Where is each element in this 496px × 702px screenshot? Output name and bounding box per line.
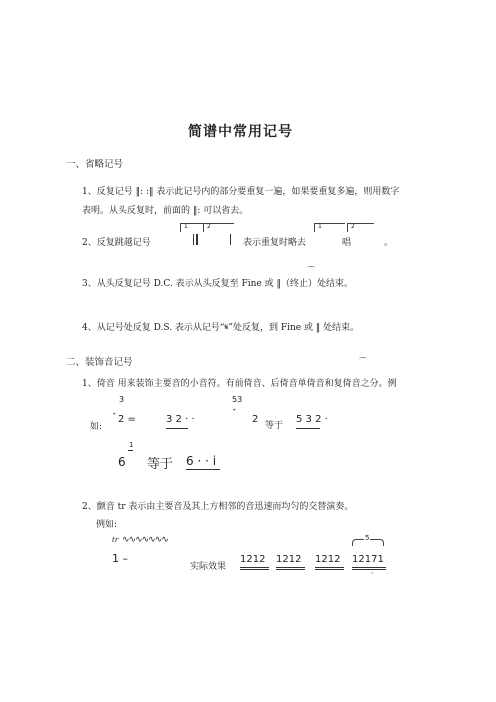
grace-note-small-1: 3 <box>119 395 125 404</box>
repeat-sign-line-1: 1、反复记号 ‖: :‖ 表示此记号内的部分要重复一遍，如果要重复多遍，则用数字 <box>82 187 400 197</box>
tuplet-number: 5 <box>365 534 370 542</box>
volta-end-barline <box>230 234 231 245</box>
low-octave-dot: · <box>371 569 374 578</box>
grace-main-note-2: 2 <box>252 414 259 425</box>
grace-main-note-3: 6 <box>118 455 126 469</box>
grace-result-2-underline <box>296 428 320 429</box>
trill-group-2: 1212 <box>276 554 302 565</box>
grace-note-small-2: 53 <box>232 395 243 404</box>
volta-bracket-2 <box>203 223 234 232</box>
grace-result-1: 3 2 · · <box>166 414 195 425</box>
trill-group-1: 1212 <box>240 554 266 565</box>
grace-result-2: 5 3 2 · <box>296 414 328 425</box>
trill-group-3-beam-b <box>315 569 344 570</box>
grace-equals-2: 等于 <box>265 421 284 431</box>
volta-number-2: 2 <box>207 223 211 230</box>
slur-mark-icon: ⌒ <box>359 357 367 366</box>
trill-group-3-beam-a <box>315 567 344 568</box>
volta-word: 唱 <box>342 238 352 248</box>
volta-bracket-3 <box>314 223 345 232</box>
volta-label: 2、反复跳越记号 <box>82 238 151 248</box>
trill-group-3: 1212 <box>315 554 341 565</box>
trill-note: 1 – <box>112 552 128 565</box>
trill-line: 2、颤音 tr 表示由主要音及其上方相邻的音迅速而均匀的交替演奏。 <box>82 502 354 512</box>
volta-end-mark: 。 <box>384 238 394 248</box>
grace-equals-3: 等于 <box>147 457 174 472</box>
trill-group-4-beam-a <box>352 567 386 568</box>
fermata-icon: ⌒ <box>307 266 315 275</box>
grace-note-line: 1、倚音 用来装饰主要音的小音符。有前倚音、后倚音单倚音和复倚音之分。例 <box>82 379 397 389</box>
trill-group-1-beam-a <box>240 567 269 568</box>
volta-repeat-barline-thick <box>196 234 198 245</box>
volta-number-1: 1 <box>184 223 188 230</box>
grace-slur-icon-2: ˇ <box>232 409 237 419</box>
trill-effect-label: 实际效果 <box>190 562 227 572</box>
page-title: 简谱中常用记号 <box>188 124 293 140</box>
trill-wavy-line-icon: ∿∿∿∿∿∿∿ <box>122 535 168 545</box>
grace-result-1-underline <box>166 428 188 429</box>
grace-main-note-1: 2 = <box>118 414 136 425</box>
volta-repeat-barline <box>193 234 194 245</box>
ds-sign-line: 4、从记号处反复 D.S. 表示从记号“𝄋”处反复，到 Fine 或 ‖ 处结束。 <box>82 323 360 333</box>
grace-note-small-3: 1 <box>129 441 134 449</box>
volta-bracket-1 <box>180 223 203 232</box>
example-prefix: 如: <box>90 422 103 432</box>
grace-result-3: 6 · · i <box>186 454 217 468</box>
grace-result-3-underline <box>186 469 220 470</box>
trill-example-label: 例如: <box>96 520 118 530</box>
trill-group-4: 12171 <box>352 554 384 565</box>
trill-group-2-beam-b <box>276 569 305 570</box>
grace-note-3-underline <box>128 450 133 451</box>
volta-description: 表示重复时略去 <box>243 238 307 248</box>
dc-sign-line: 3、从头反复记号 D.C. 表示从头反复至 Fine 或 ‖（终止）处结束。 <box>82 279 353 289</box>
repeat-sign-line-2: 表明。从头反复时，前面的 ‖: 可以省去。 <box>82 206 249 216</box>
trill-group-4-beam-b <box>352 569 386 570</box>
volta-bracket-4 <box>347 223 374 232</box>
section-heading-omission: 一、省略记号 <box>66 159 124 170</box>
volta-number-4: 2 <box>351 223 355 230</box>
section-heading-ornaments: 二、装饰音记号 <box>66 357 133 368</box>
volta-number-3: 1 <box>318 223 322 230</box>
grace-slur-icon: ˇ <box>112 413 117 423</box>
trill-group-2-beam-a <box>276 567 305 568</box>
trill-group-1-beam-b <box>240 569 269 570</box>
trill-mark-icon: tr <box>112 536 119 544</box>
